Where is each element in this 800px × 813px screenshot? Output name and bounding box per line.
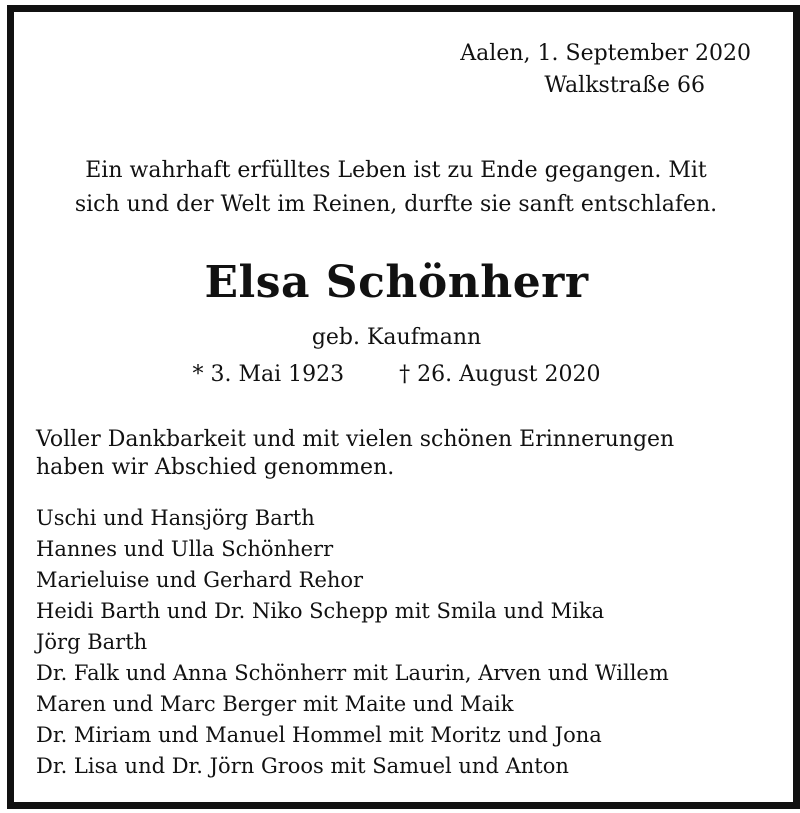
- maiden-name: geb. Kaufmann: [311, 325, 482, 350]
- deceased-name: Elsa Schönherr: [204, 257, 589, 308]
- thanks-line: haben wir Abschied genommen.: [36, 455, 395, 480]
- place-date-block: [460, 38, 751, 102]
- mourner-entry: Dr. Miriam und Manuel Hommel mit Moritz und Jona: [36, 723, 602, 747]
- mourner-entry: Maren und Marc Berger mit Maite und Maik: [36, 692, 514, 716]
- mourner-entry: Dr. Falk und Anna Schönherr mit Laurin, Arven und Willem: [36, 661, 669, 685]
- birth-date: * 3. Mai 1923: [192, 362, 345, 387]
- mourner-entry: Jörg Barth: [36, 630, 148, 654]
- mourner-entry: Hannes und Ulla Schönherr: [36, 537, 334, 561]
- mourner-entry: Heidi Barth und Dr. Niko Schepp mit Smila und Mika: [36, 599, 605, 623]
- intro-text: [36, 154, 756, 222]
- intro-line: Ein wahrhaft erfülltes Leben ist zu Ende gegangen. Mit: [85, 158, 707, 183]
- life-dates: [0, 360, 793, 390]
- thanks-line: Voller Dankbarkeit und mit vielen schönen Erinnerungen: [36, 427, 675, 452]
- mourner-entry: Dr. Lisa und Dr. Jörn Groos mit Samuel und Anton: [36, 754, 569, 778]
- mourner-entry: Marieluise und Gerhard Rehor: [36, 568, 364, 592]
- intro-line: sich und der Welt im Reinen, durfte sie sanft entschlafen.: [74, 192, 718, 217]
- mourner-entry: Uschi und Hansjörg Barth: [36, 506, 315, 530]
- mourners-list: [36, 503, 766, 782]
- place-date: Aalen, 1. September 2020: [460, 41, 751, 66]
- thanks-text: [36, 426, 766, 482]
- street-address: Walkstraße 66: [544, 73, 705, 98]
- death-date: † 26. August 2020: [399, 362, 601, 387]
